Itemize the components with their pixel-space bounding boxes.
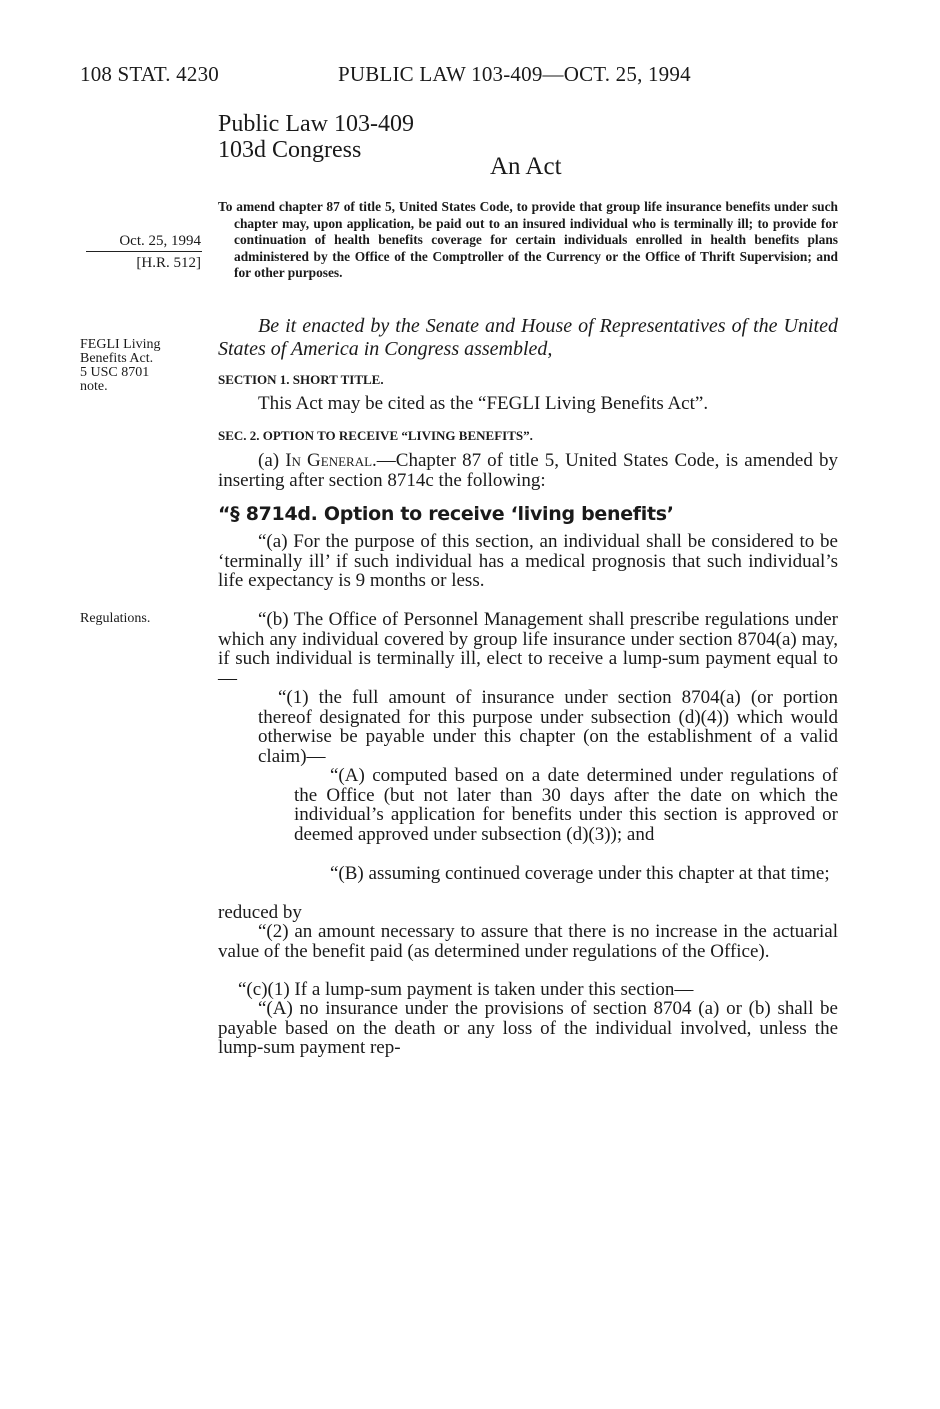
reduced-by-text: reduced by <box>218 902 302 923</box>
law-title-block <box>218 111 414 163</box>
margin-note-fegli <box>80 338 195 394</box>
subsection-label: (a) <box>258 450 286 471</box>
margin-note-bill: [H.R. 512] <box>136 255 201 271</box>
margin-note-date: Oct. 25, 1994 <box>119 233 201 249</box>
margin-rule <box>86 251 202 252</box>
page-reference: 108 STAT. 4230 <box>80 62 219 86</box>
congress-label: 103d Congress <box>218 137 362 163</box>
section-2-heading: SEC. 2. OPTION TO RECEIVE “LIVING BENEFITS”. <box>218 428 533 443</box>
law-number: Public Law 103-409 <box>218 111 414 137</box>
enacting-clause: Be it enacted by the Senate and House of Representatives of the United States of America in Congress assembled, <box>218 315 838 360</box>
section-1-text: This Act may be cited as the “FEGLI Living Benefits Act”. <box>258 393 709 414</box>
margin-note-line: note. <box>80 379 108 394</box>
section-2-subsection-a <box>218 451 838 491</box>
running-title: PUBLIC LAW 103-409—OCT. 25, 1994 <box>338 62 691 86</box>
paragraph-a: “(a) For the purpose of this section, an individual shall be considered to be ‘terminally ill’ if such individual has a medical prognosis that such individual’s life expectancy is 9 months or less. <box>218 531 838 591</box>
paragraph-c-1: “(c)(1) If a lump-sum payment is taken under this section— <box>238 979 694 1000</box>
paragraph-b-1: “(1) the full amount of insurance under section 8704(a) (or portion thereof designated for this purpose under subsection (d)(4)) which would otherwise be payable under this chapter (on the establishment of a valid claim)— <box>258 687 838 767</box>
section-1-heading: SECTION 1. SHORT TITLE. <box>218 372 384 387</box>
purpose-statement: To amend chapter 87 of title 5, United States Code, to provide that group life insurance benefits under such chapter may, upon application, be paid out to an insured individual who is terminally ill; to provide for continuation of health benefits coverage for certain individuals enrolled in health benefits plans administered by the Office of the Comptroller of the Currency or the Office of Thrift Supervision; and for other purposes. <box>218 199 838 281</box>
margin-note-regulations: Regulations. <box>80 611 151 626</box>
margin-note-line: Benefits Act. <box>80 351 154 366</box>
paragraph-b-2: “(2) an amount necessary to assure that there is no increase in the actuarial value of the benefit paid (as determined under regulations of the Office). <box>218 921 838 962</box>
margin-note-line: 5 USC 8701 <box>80 365 150 380</box>
an-act-heading: An Act <box>490 153 562 180</box>
inserted-section-heading: “§ 8714d. Option to receive ‘living benefits’ <box>218 503 674 525</box>
paragraph-c-A: “(A) no insurance under the provisions of section 8704 (a) or (b) shall be payable based on the death or any loss of the individual involved, unless the lump-sum payment rep- <box>218 998 838 1058</box>
subsection-text: .—Chapter 87 of title 5, United States Code, is amended by inserting after section 8714c the following: <box>218 450 838 491</box>
paragraph-b-B: “(B) assuming continued coverage under this chapter at that time; <box>330 863 830 884</box>
paragraph-b: “(b) The Office of Personnel Management shall prescribe regulations under which any individual covered by group life insurance under section 8704(a) may, if such individual is terminally ill, elect to receive a lump-sum payment equal to— <box>218 609 838 689</box>
subsection-caption: In General <box>285 450 373 471</box>
margin-note-line: FEGLI Living <box>80 337 161 352</box>
paragraph-b-A: “(A) computed based on a date determined under regulations of the Office (but not later than 30 days after the date on which the individual’s application for benefits under this section is approved or deemed approved under subsection (d)(3)); and <box>294 765 838 845</box>
